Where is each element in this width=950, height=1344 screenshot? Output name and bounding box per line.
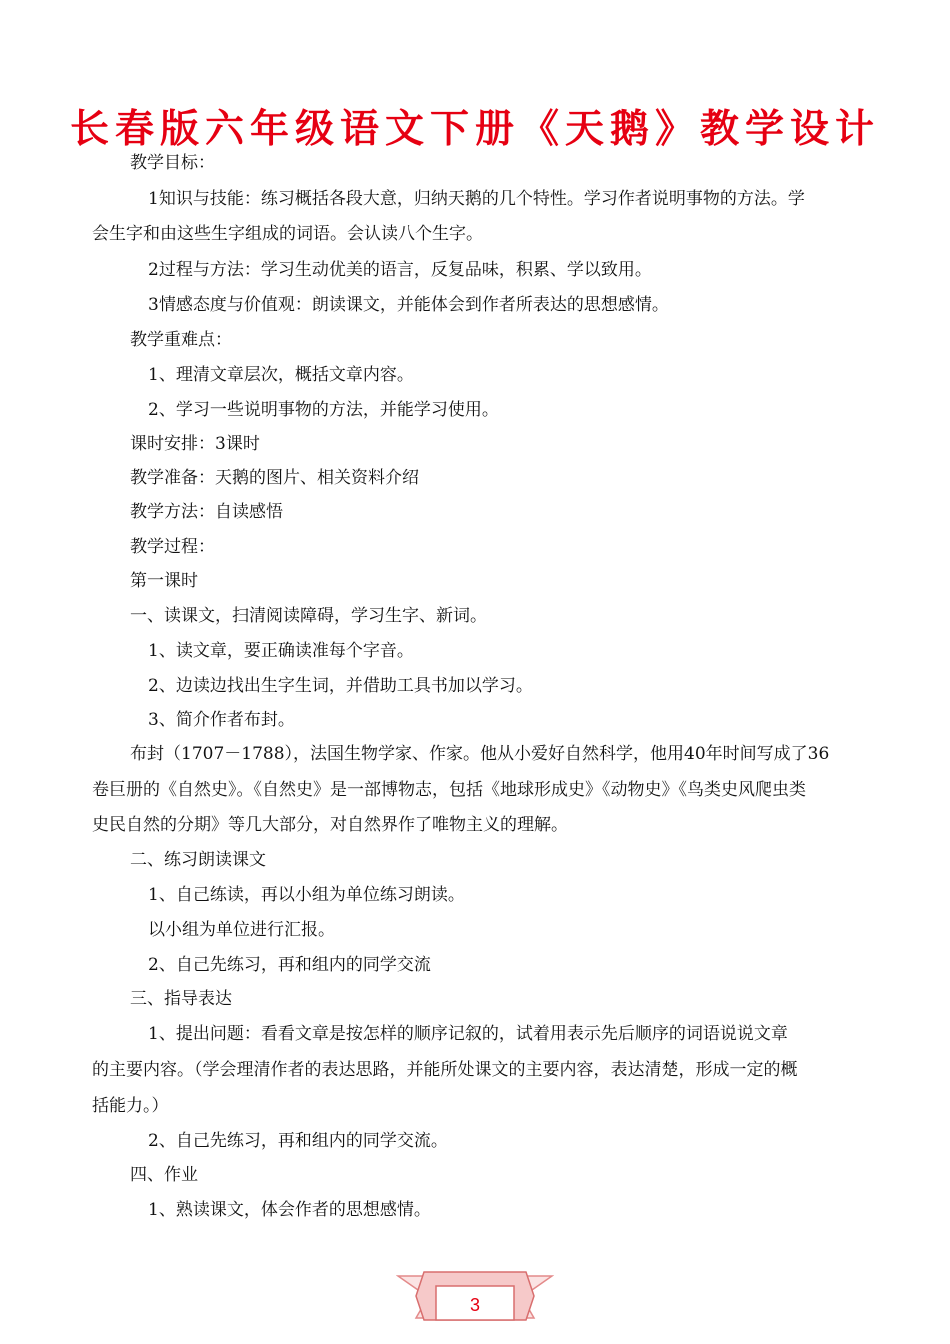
text-line: 史民自然的分期》等几大部分，对自然界作了唯物主义的理解。 [92,815,568,835]
text-line: 1知识与技能：练习概括各段大意，归纳天鹅的几个特性。学习作者说明事物的方法。学 [148,189,805,209]
text-line: 会生字和由这些生字组成的词语。会认读八个生字。 [92,224,483,244]
text-line: 2、边读边找出生字生词，并借助工具书加以学习。 [148,676,533,696]
text-line: 三、指导表达 [130,989,232,1009]
text-line: 四、作业 [130,1165,198,1185]
text-line: 卷巨册的《自然史》。《自然史》是一部博物志，包括《地球形成史》《动物史》《鸟类史风爬虫类 [92,780,806,800]
text-line: 1、自己练读，再以小组为单位练习朗读。 [148,885,465,905]
text-line: 教学准备：天鹅的图片、相关资料介绍 [130,468,419,488]
text-line: 1、理清文章层次，概括文章内容。 [148,365,414,385]
text-line: 教学目标： [130,153,215,173]
text-line: 布封（1707－1788），法国生物学家、作家。他从小爱好自然科学，他用40年时间写成了36 [130,744,830,764]
text-line: 的主要内容。（学会理清作者的表达思路，并能所处课文的主要内容，表达清楚，形成一定的概 [92,1060,798,1080]
text-line: 1、熟读课文，体会作者的思想感情。 [148,1200,431,1220]
text-line: 3、简介作者布封。 [148,710,295,730]
text-line: 教学过程： [130,537,215,557]
page-number: 3 [469,1295,480,1315]
text-line: 括能力。） [92,1096,169,1116]
text-line: 课时安排：3课时 [130,434,260,454]
text-line: 以小组为单位进行汇报。 [148,920,335,940]
text-line: 第一课时 [130,571,198,591]
text-line: 3情感态度与价值观：朗读课文，并能体会到作者所表达的思想感情。 [148,295,669,315]
document-title: 长春版六年级语文下册《天鹅》教学设计 [69,107,880,152]
text-line: 2、自己先练习，再和组内的同学交流 [148,955,431,975]
text-line: 2、学习一些说明事物的方法，并能学习使用。 [148,400,499,420]
text-line: 1、提出问题：看看文章是按怎样的顺序记叙的，试着用表示先后顺序的词语说说文章 [148,1024,788,1044]
text-line: 2、自己先练习，再和组内的同学交流。 [148,1131,448,1151]
text-line: 2过程与方法：学习生动优美的语言，反复品味，积累、学以致用。 [148,260,652,280]
text-line: 教学重难点： [130,330,232,350]
text-line: 教学方法：自读感悟 [130,502,283,522]
text-line: 二、练习朗读课文 [130,850,266,870]
text-line: 1、读文章，要正确读准每个字音。 [148,641,414,661]
text-line: 一、读课文，扫清阅读障碍，学习生字、新词。 [130,606,487,626]
